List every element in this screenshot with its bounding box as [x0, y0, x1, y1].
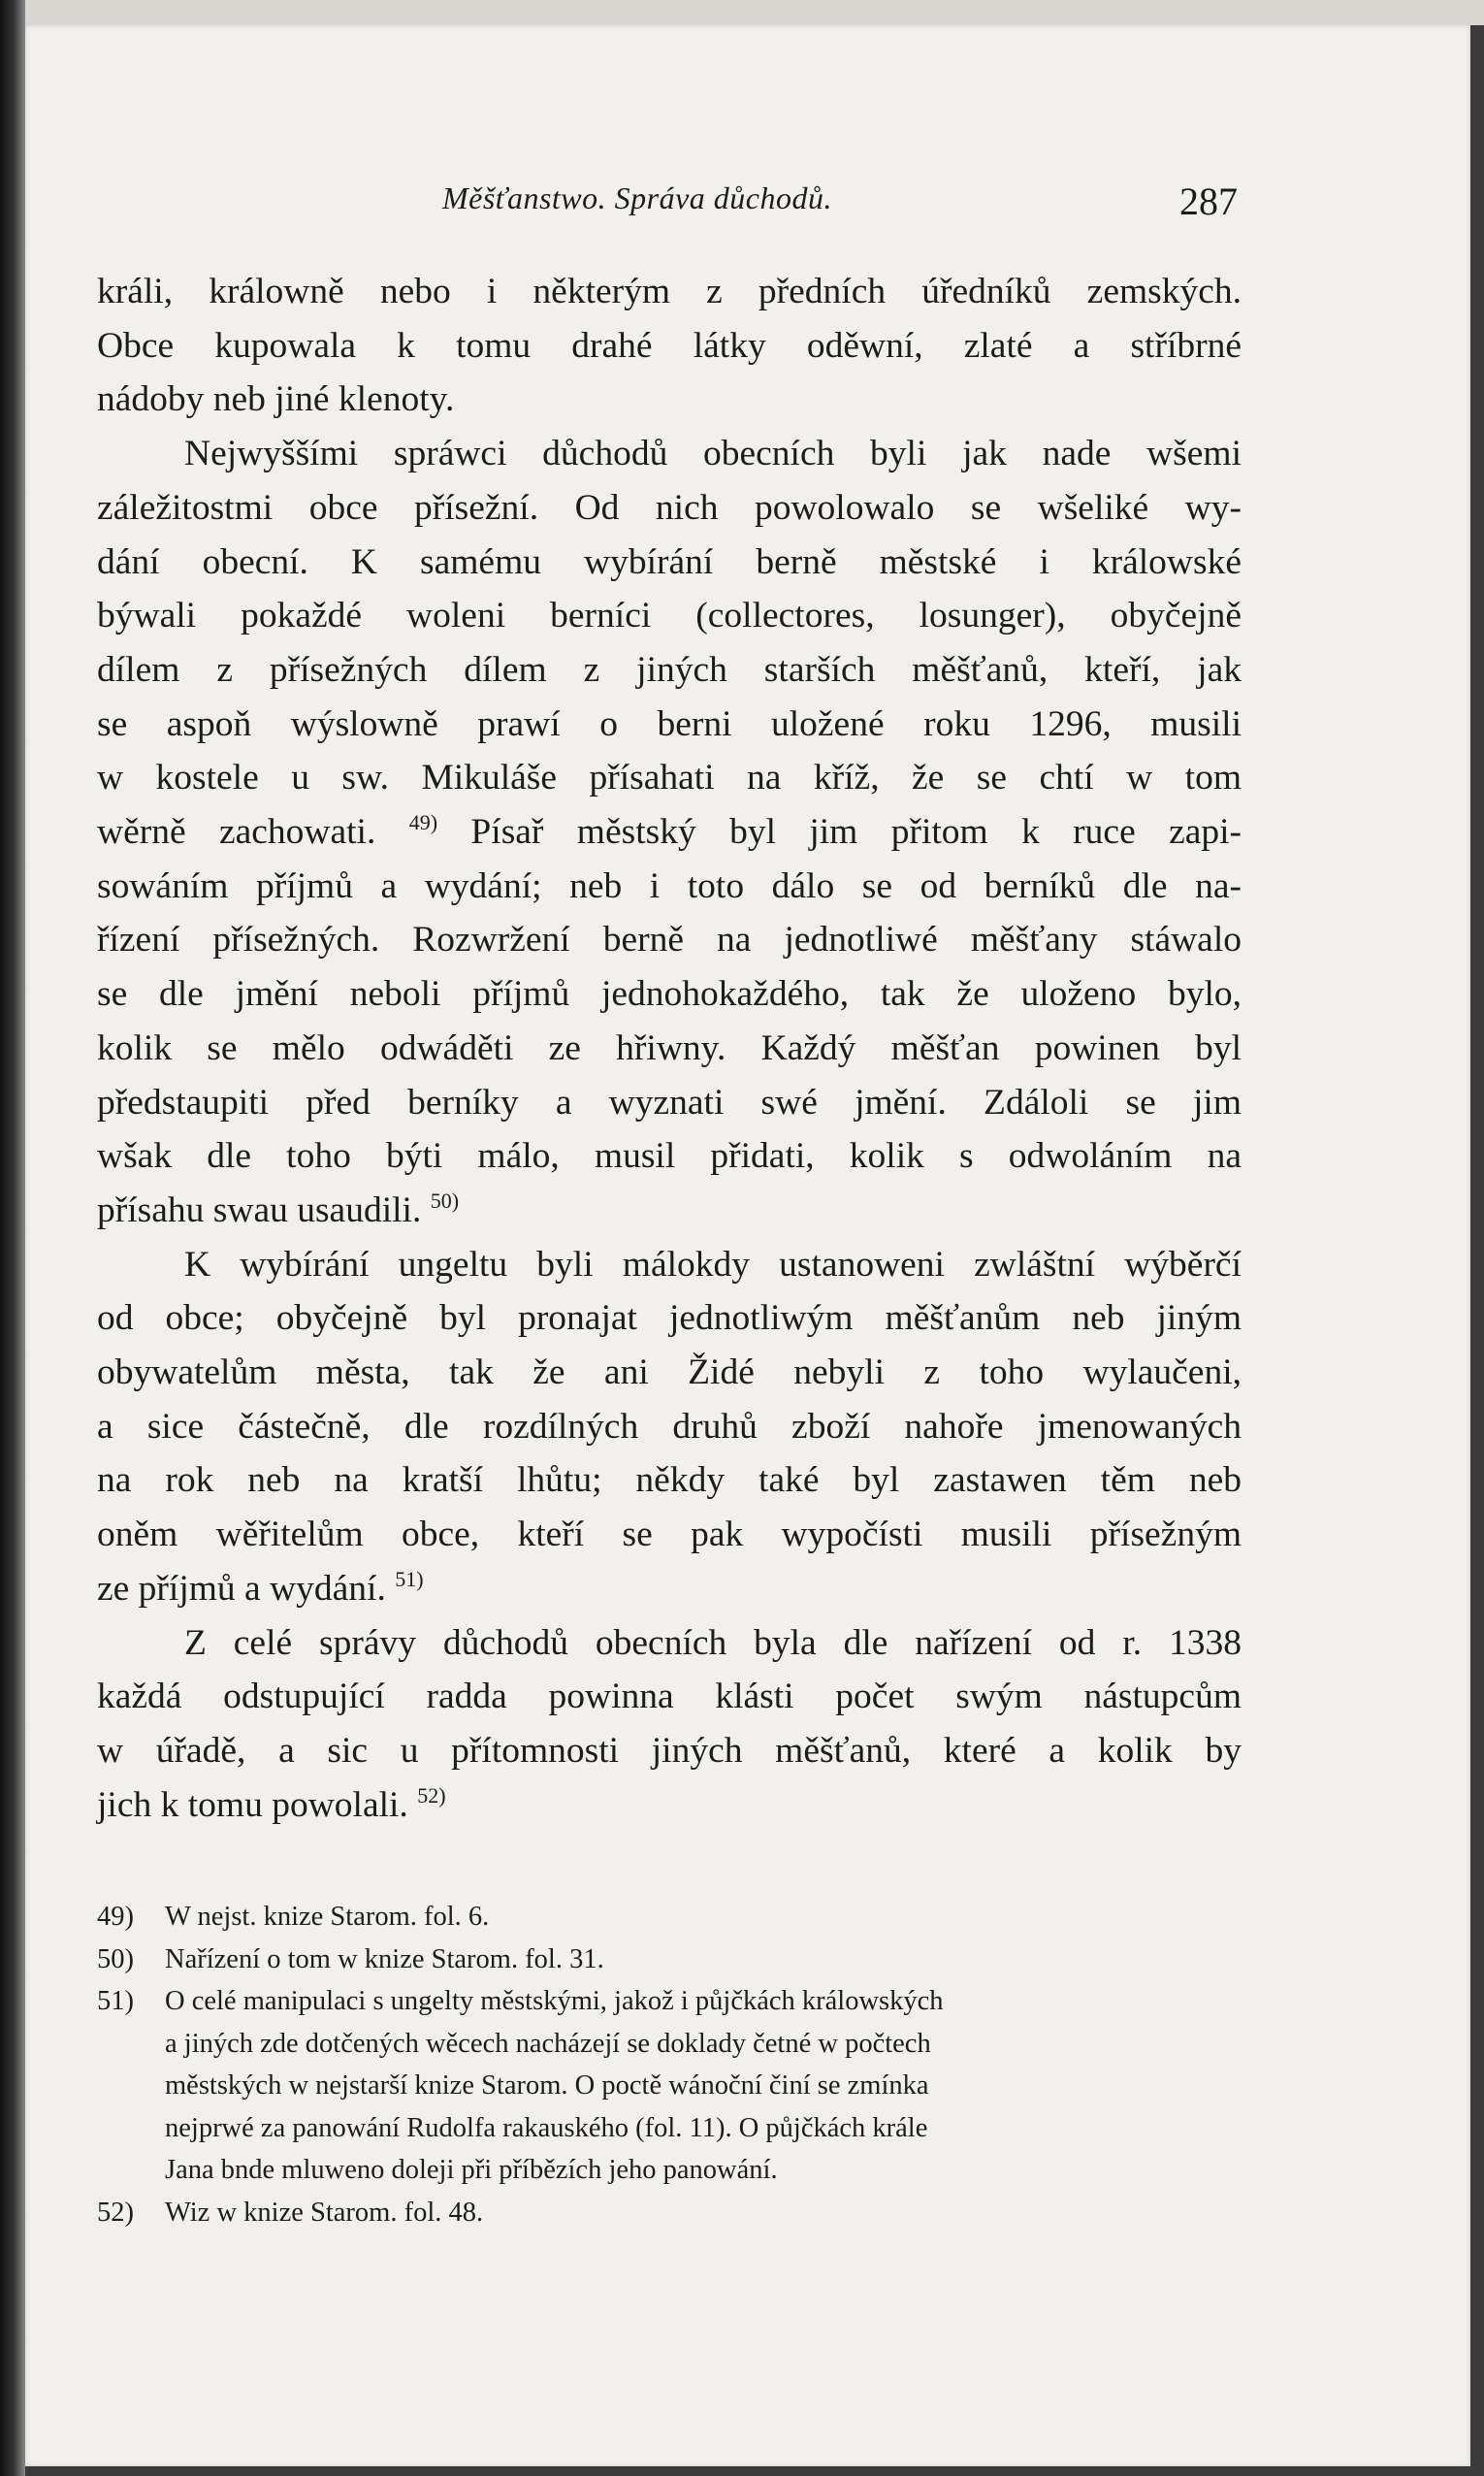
footnote-mark: 52) — [97, 2197, 134, 2228]
book-page — [25, 25, 1470, 2466]
text-line: králi, králowně nebo i některým z předních úředníků zemských. — [97, 272, 1242, 311]
text-line: sowáním příjmů a wydání; neb i toto dálo se od berníků dle na- — [97, 865, 1242, 906]
text-line: obywatelům města, tak že ani Židé nebyli z toho wylaučeni, — [97, 1352, 1242, 1393]
footnote-50 — [97, 1938, 1242, 1981]
text-line: každá odstupující radda powinna klásti počet swým nástupcům — [97, 1677, 1242, 1717]
text-segment: ze příjmů a wydání. — [97, 1568, 386, 1609]
text-line: Obce kupowala k tomu drahé látky oděwní, zlaté a stříbrné — [97, 325, 1242, 366]
text-line: a sice částečně, dle rozdílných druhů zboží nahoře jmenowaných — [97, 1406, 1242, 1447]
text-line: nádoby neb jiné klenoty. — [97, 379, 455, 420]
text-line-with-footnote — [97, 1778, 1242, 1833]
footnote-49 — [97, 1896, 1242, 1938]
text-segment: wěrně zachowati. — [97, 812, 376, 853]
text-line: řízení přísežných. Rozwržení berně na jednotliwé měšťany stáwalo — [97, 920, 1242, 961]
text-segment: přísahu swau usaudili. — [97, 1189, 422, 1230]
footnote-mark: 49) — [97, 1902, 134, 1932]
text-line: býwali pokaždé woleni berníci (collectores, losunger), obyčejně — [97, 596, 1242, 636]
page-header — [25, 180, 1470, 229]
footnote-ref-50[interactable]: 50) — [430, 1188, 460, 1213]
footnote-ref-52[interactable]: 52) — [417, 1782, 446, 1808]
text-line-with-footnote — [97, 1184, 1242, 1238]
paragraph-4 — [97, 1616, 1242, 1833]
running-title: Měšťanstwo. Správa důchodů. — [442, 180, 832, 215]
main-text — [97, 265, 1242, 1832]
footnote-text: Nařízení o tom w knize Starom. fol. 31. — [165, 1943, 604, 1974]
footnote-mark: 51) — [97, 1986, 134, 2016]
text-line: předstaupiti před berníky a wyznati swé jmění. Zdáloli se jim — [97, 1082, 1242, 1123]
footnote-text: O celé manipulaci s ungelty městskými, jakož i půjčkách králowských — [165, 1986, 944, 2016]
text-line: Z celé správy důchodů obecních byla dle nařízení od r. 1338 — [184, 1622, 1242, 1663]
paragraph-2 — [97, 427, 1242, 1238]
footnote-ref-51[interactable]: 51) — [395, 1566, 424, 1591]
text-line: záležitostmi obce přísežní. Od nich powolowalo se wšeliké wy- — [97, 487, 1242, 528]
book-spine-edge — [0, 0, 25, 2476]
footnote-52 — [97, 2192, 1242, 2234]
text-line: se dle jmění neboli příjmů jednohokaždého, tak že uloženo bylo, — [97, 974, 1242, 1015]
footnote-text: W nejst. knize Starom. fol. 6. — [165, 1902, 490, 1932]
footnote-ref-49[interactable]: 49) — [408, 810, 438, 835]
scan-top-strip — [0, 0, 1484, 25]
text-line: na rok neb na kratší lhůtu; někdy také byl zastawen těm neb — [97, 1460, 1242, 1501]
text-line: se aspoň wýslowně prawí o berni uložené roku 1296, musili — [97, 703, 1242, 744]
page-number: 287 — [1179, 179, 1238, 223]
text-line: oněm wěřitelům obce, kteří se pak wypočísti musili přísežným — [97, 1515, 1242, 1555]
footnote-mark: 50) — [97, 1943, 134, 1974]
text-line: dílem z přísežných dílem z jiných starších měšťanů, kteří, jak — [97, 649, 1242, 690]
text-line: w kostele u sw. Mikuláše přísahati na kříž, že se chtí w tom — [97, 758, 1242, 798]
text-line-with-footnote — [97, 1562, 1242, 1616]
text-line: K wybírání ungeltu byli málokdy ustanoweni zwláštní wýběrčí — [184, 1244, 1242, 1285]
footnote-text: městských w nejstarší knize Starom. O poctě wánoční činí se zmínka — [165, 2070, 929, 2101]
text-line: w úřadě, a sic u přítomnosti jiných měšťanů, které a kolik by — [97, 1730, 1242, 1771]
paragraph-3 — [97, 1238, 1242, 1616]
footnote-text: nejprwé za panowání Rudolfa rakauského (fol. 11). O půjčkách krále — [165, 2112, 928, 2143]
footnote-text: Wiz w knize Starom. fol. 48. — [165, 2197, 484, 2228]
footnote-text: Jana bnde mluweno doleji při příbězích jeho panowání. — [165, 2155, 778, 2185]
text-line: Nejwyššími spráwci důchodů obecních byli jak nade wšemi — [184, 434, 1242, 474]
text-line: kolik se mělo odwáděti ze hřiwny. Každý měšťan powinen byl — [97, 1027, 1242, 1068]
text-line-with-footnote — [97, 805, 1242, 860]
text-segment: Písař městský byl jim přitom k ruce zapi- — [470, 812, 1242, 853]
footnote-text: a jiných zde dotčených wěcech nacházejí se doklady četné w počtech — [165, 2028, 931, 2059]
text-line: dání obecní. K samému wybírání berně městské i králowské — [97, 541, 1242, 582]
footnotes — [97, 1896, 1242, 2233]
paragraph-1 — [97, 265, 1242, 427]
text-line: od obce; obyčejně byl pronajat jednotliwým měšťanům neb jiným — [97, 1298, 1242, 1339]
text-line: wšak dle toho býti málo, musil přidati, kolik s odwoláním na — [97, 1136, 1242, 1177]
text-segment: jich k tomu powolali. — [97, 1784, 408, 1825]
footnote-51 — [97, 1980, 1242, 2192]
